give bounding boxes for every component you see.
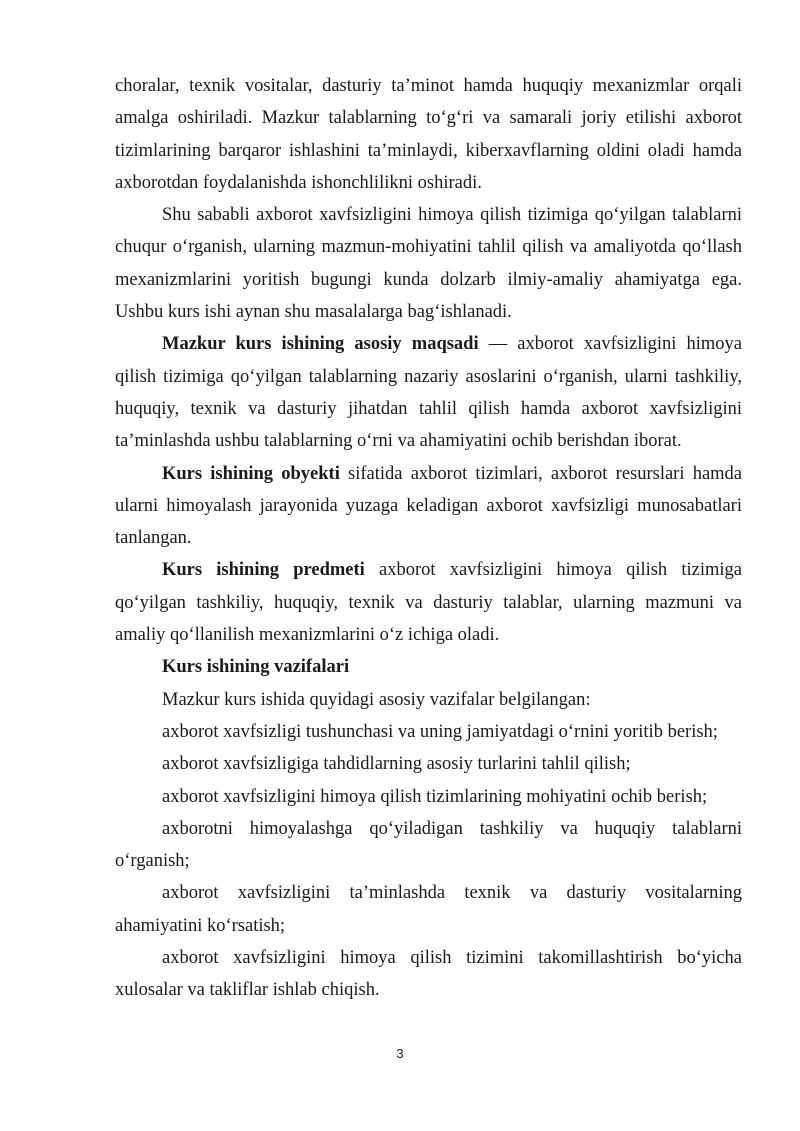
document-body bbox=[115, 70, 742, 1007]
object-label: Kurs ishining obyekti bbox=[162, 463, 340, 484]
tasks-heading: Kurs ishining vazifalari bbox=[162, 657, 350, 678]
task-item: axborot xavfsizligini himoya qilish tizimlarining mohiyatini ochib berish; bbox=[162, 786, 708, 807]
task-item: axborot xavfsizligiga tahdidlarning asosiy turlarini tahlil qilish; bbox=[162, 754, 631, 775]
paragraph-relevance: Shu sababli axborot xavfsizligini himoya qilish tizimiga qo‘yilgan talablarni chuqur o‘rganish, ularning mazmun-mohiyatini tahlil qilish va amaliyotda qo‘llash mexanizmlarini yoritish bugungi kunda dolzarb ilmiy-amaliy ahamiyatga ega. Ushbu kurs ishi aynan shu masalalarga bag‘ishlanadi. bbox=[115, 205, 742, 323]
goal-label: Mazkur kurs ishining asosiy maqsadi bbox=[162, 334, 479, 355]
tasks-intro: Mazkur kurs ishida quyidagi asosiy vazifalar belgilangan: bbox=[162, 689, 591, 710]
subject-label: Kurs ishining predmeti bbox=[162, 560, 365, 581]
task-item: axborotni himoyalashga qo‘yiladigan tashkiliy va huquqiy talablarni o‘rganish; bbox=[115, 818, 742, 872]
goal-text: — axborot xavfsizligini himoya qilish tizimiga qo‘yilgan talablarning nazariy asoslarini o‘rganish, ularni tashkiliy, huquqiy, texnik va dasturiy jihatdan tahlil qilish hamda axborot xavfsizligini ta’minlashda ushbu talablarning o‘rni va ahamiyatini ochib berishdan iborat. bbox=[115, 334, 742, 452]
paragraph-subject bbox=[115, 554, 742, 651]
task-item: axborot xavfsizligi tushunchasi va uning jamiyatdagi o‘rnini yoritib berish; bbox=[162, 721, 718, 742]
page-number: 3 bbox=[396, 1046, 404, 1061]
paragraph-goal bbox=[115, 328, 742, 457]
subject-text: axborot xavfsizligini himoya qilish tizimiga qo‘yilgan tashkiliy, huquqiy, texnik va dasturiy talablar, ularning mazmuni va amaliy qo‘llanilish mexanizmlarini o‘z ichiga oladi. bbox=[115, 560, 742, 646]
paragraph-intro: choralar, texnik vositalar, dasturiy ta’minot hamda huquqiy mexanizmlar orqali amalga oshiriladi. Mazkur talablarning to‘g‘ri va samarali joriy etilishi axborot tizimlarining barqaror ishlashini ta’minlaydi, kiberxavflarning oldini oladi hamda axborotdan foydalanishda ishonchlilikni oshiradi. bbox=[115, 76, 742, 193]
object-text: sifatida axborot tizimlari, axborot resurslari hamda ularni himoyalash jarayonida yuzaga keladigan axborot xavfsizligi munosabatlari tanlangan. bbox=[115, 463, 743, 549]
paragraph-object bbox=[115, 458, 742, 555]
task-item: axborot xavfsizligini himoya qilish tizimini takomillashtirish bo‘yicha xulosalar va takliflar ishlab chiqish. bbox=[115, 948, 742, 1001]
task-item: axborot xavfsizligini ta’minlashda texnik va dasturiy vositalarning ahamiyatini ko‘rsatish; bbox=[115, 883, 742, 936]
